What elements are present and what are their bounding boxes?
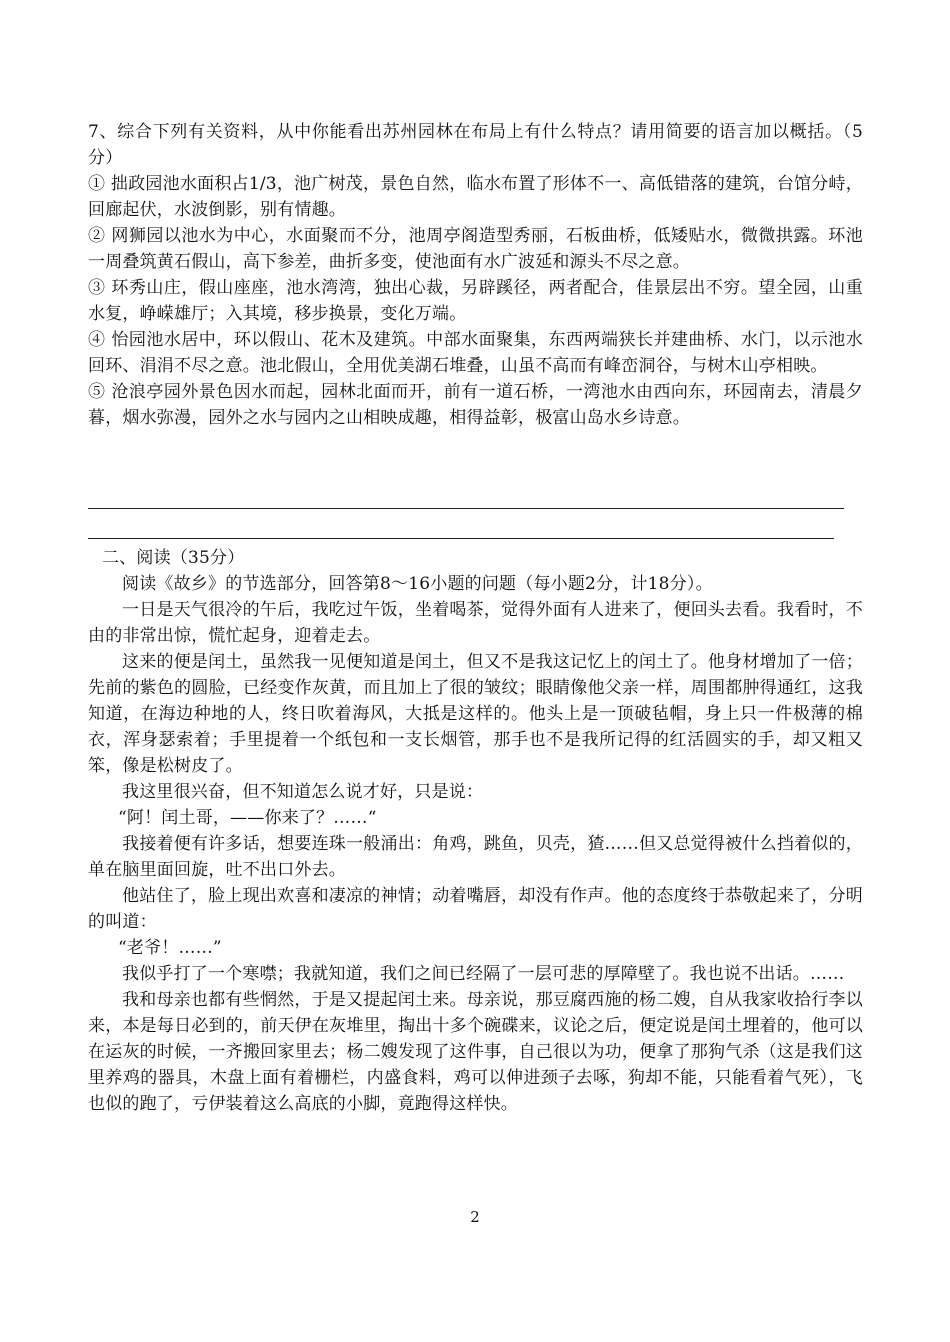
question-7 (88, 119, 863, 431)
passage-paragraph: 我和母亲也都有些惘然，于是又提起闰土来。母亲说，那豆腐西施的杨二嫂，自从我家收拾行李以来，本是每日必到的，前天伊在灰堆里，掏出十多个碗碟来，议论之后，便定说是闰土埋着的，他可以在运灰的时候，一齐搬回家里去；杨二嫂发现了这件事，自己很以为功，便拿了那狗气杀（这是我们这里养鸡的器具，木盘上面有着栅栏，内盛食料，鸡可以伸进颈子去啄，狗却不能，只能看着气死），飞也似的跑了，亏伊装着这么高底的小脚，竟跑得这样快。 (88, 990, 863, 1114)
section-title: 二、阅读（35分） (102, 548, 245, 568)
passage-paragraph: 一日是天气很冷的午后，我吃过午饭，坐着喝茶，觉得外面有人进来了，便回头去看。我看时，不由的非常出惊，慌忙起身，迎着走去。 (88, 600, 863, 646)
question-7-prompt: 7、综合下列有关资料，从中你能看出苏州园林在布局上有什么特点？请用简要的语言加以概括。（5分） (88, 122, 863, 168)
passage-paragraph: “阿！闰土哥，——你来了？……“ (118, 808, 377, 828)
passage-paragraph: 我这里很兴奋，但不知道怎么说才好，只是说： (122, 782, 484, 802)
passage-paragraph: 这来的便是闰土，虽然我一见便知道是闰土，但又不是我这记忆上的闰土了。他身材增加了一倍；先前的紫色的圆脸，已经变作灰黄，而且加上了很的皱纹；眼睛像他父亲一样，周围都肿得通红，这我知道，在海边种地的人，终日吹着海风，大抵是这样的。他头上是一顶破毡帽，身上只一件极薄的棉衣，浑身瑟索着；手里提着一个纸包和一支长烟管，那手也不是我所记得的红活圆实的手，却又粗又笨，像是松树皮了。 (88, 652, 863, 776)
answer-line (88, 538, 834, 539)
answer-line (88, 508, 844, 509)
page-number: 2 (470, 1208, 480, 1226)
material-item-4: ④ 怡园池水居中，环以假山、花木及建筑。中部水面聚集，东西两端狭长并建曲桥、水门，以示池水回环、涓涓不尽之意。池北假山，全用优美湖石堆叠，山虽不高而有峰峦洞谷，与树木山亭相映。 (88, 330, 863, 376)
passage-paragraph: 我接着便有许多话，想要连珠一般涌出：角鸡，跳鱼，贝壳，猹……但又总觉得被什么挡着似的，单在脑里面回旋，吐不出口外去。 (88, 834, 863, 880)
passage-paragraph: 我似乎打了一个寒噤；我就知道，我们之间已经隔了一层可悲的厚障壁了。我也说不出话。…… (122, 964, 845, 984)
material-item-3: ③ 环秀山庄，假山座座，池水湾湾，独出心裁，另辟蹊径，两者配合，佳景层出不穷。望全园，山重水复，峥嵘雄厅；入其境，移步换景，变化万端。 (88, 278, 863, 324)
passage-paragraph: 他站住了，脸上现出欢喜和凄凉的神情；动着嘴唇，却没有作声。他的态度终于恭敬起来了，分明的叫道： (88, 886, 863, 932)
material-item-5: ⑤ 沧浪亭园外景色因水而起，园林北面而开，前有一道石桥，一湾池水由西向东，环园南去，清晨夕暮，烟水弥漫，园外之水与园内之山相映成趣，相得益彰，极富山岛水乡诗意。 (88, 382, 863, 428)
reading-instruction: 阅读《故乡》的节选部分，回答第8～16小题的问题（每小题2分，计18分）。 (122, 574, 713, 594)
reading-section (88, 545, 863, 1117)
material-item-2: ② 网狮园以池水为中心，水面聚而不分，池周亭阁造型秀丽，石板曲桥，低矮贴水，微微拱露。环池一周叠筑黄石假山，高下参差，曲折多变，使池面有水广波延和源头不尽之意。 (88, 226, 863, 272)
material-item-1: ① 拙政园池水面积占1/3，池广树茂，景色自然，临水布置了形体不一、高低错落的建筑，台馆分峙，回廊起伏，水波倒影，别有情趣。 (88, 174, 863, 220)
passage-paragraph: “老爷！……” (118, 938, 222, 958)
